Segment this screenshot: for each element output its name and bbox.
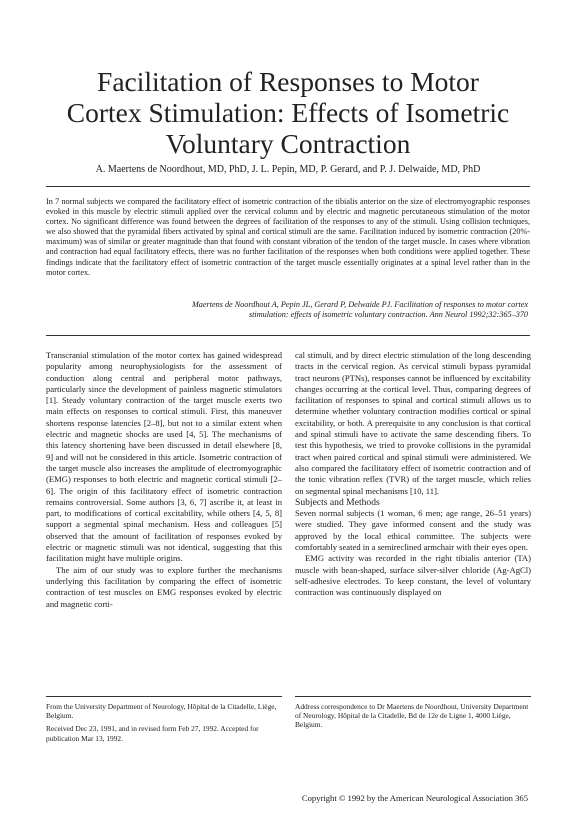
section-heading: Subjects and Methods	[295, 496, 380, 508]
footnote-rule-left	[46, 696, 282, 697]
citation-line: Maertens de Noordhout A, Pepin JL, Gerard P, Delwaide PJ. Facilitation of responses to motor cortex	[191, 300, 528, 309]
article-title	[40, 66, 536, 159]
author-list: A. Maertens de Noordhout, MD, PhD, J. L. Pepin, MD, P. Gerard, and P. J. Delwaide, MD, PhD	[95, 164, 481, 175]
footnote-rule-right	[295, 696, 531, 697]
body-paragraph: Seven normal subjects (1 woman, 6 men; age range, 26–51 years) were studied. They gave informed consent and the study was approved by the local ethical committee. The subjects were comfortably seated in a semireclined armchair with their eyes open.	[295, 508, 531, 553]
citation-line: stimulation: effects of isometric voluntary contraction. Ann Neurol 1992;32:365–370	[248, 310, 528, 320]
title-line: Cortex Stimulation: Effects of Isometric	[66, 97, 510, 128]
received-note: Received Dec 23, 1991, and in revised form Feb 27, 1992. Accepted for publication Mar 13, 1992.	[46, 724, 259, 743]
left-column	[46, 350, 282, 610]
body-paragraph: EMG activity was recorded in the right tibialis anterior (TA) muscle with bean-shaped, surface silver-silver chloride (Ag-AgCl) self-adhesive electrodes. To keep constant, the level of voluntary contraction was continuously displayed on	[295, 553, 531, 598]
title-line: Facilitation of Responses to Motor	[97, 66, 479, 97]
body-paragraph: Transcranial stimulation of the motor cortex has gained widespread popularity among neurophysiologists for the assessment of conduction along central and peripheral motor pathways, particularly since the development of painless magnetic stimulators [1]. Steady voluntary contraction of the target muscle exerts two main effects on responses to cortical stimuli. First, this maneuver shortens response latencies [2–8], but not to a similar extent when electric and magnetic shocks are used [4, 5]. The mechanisms of this latency shortening have been discussed in detail elsewhere [8, 9] and will not be considered in this article. Isometric contraction of the target muscle also increases the amplitude of electromyographic (EMG) responses to both electric and magnetic cortical stimuli [2–6]. The origin of this facilitatory effect of isometric contraction remains controversial. Some authors [3, 6, 7] ascribe it, at least in part, to modifications of cortical excitability, while others [4, 5, 8] support a segmental spinal mechanism. Hess and colleagues [5] observed that the amount of facilitation of responses evoked by electric or magnetic stimuli was not identical, suggesting that this facilitation might have multiple origins.	[46, 350, 282, 564]
right-column	[295, 350, 531, 599]
citation	[88, 300, 528, 320]
abstract-top-rule	[46, 186, 530, 187]
affiliation-note: From the University Department of Neurology, Hôpital de la Citadelle, Liège, Belgium.	[46, 702, 277, 721]
footnote-left	[46, 702, 282, 747]
title-line: Voluntary Contraction	[165, 128, 411, 159]
correspondence-note: Address correspondence to Dr Maertens de Noordhout, University Department of Neurology, Hôpital de la Citadelle, Bd de 12e de Ligne 1, 4000 Liège, Belgium.	[295, 702, 529, 730]
body-paragraph: The aim of our study was to explore further the mechanisms underlying this facilitation by comparing the effect of isometric contraction of test muscles on EMG responses evoked by electric and magnetic corti-	[46, 564, 282, 609]
abstract-bottom-rule	[46, 335, 530, 336]
abstract: In 7 normal subjects we compared the facilitatory effect of isometric contraction of the tibialis anterior on the size of electromyographic responses evoked in this muscle by electric stimuli applied over the cervical column and by electric and magnetic percutaneous stimulation of the motor cortex. No significant difference was found between the degrees of facilitation of the responses to any of the stimuli. Using collision techniques, we also showed that the pyramidal fibers activated by spinal and cortical stimuli are the same. Facilitation induced by isometric contraction (20%-maximum) was of similar or greater magnitude than that found with constant vibration of the tendon of the target muscle. In cases where vibration and contraction had equal facilitatory effects, there was no further facilitation of the responses when both conditions were applied together. These findings indicate that the facilitatory effect of isometric contraction of the target muscle essentially originates at a spinal level rather than in the motor cortex.	[46, 197, 530, 277]
footnote-right	[295, 702, 531, 734]
copyright-line: Copyright © 1992 by the American Neurological Association 365	[301, 793, 528, 803]
body-paragraph: cal stimuli, and by direct electric stimulation of the long descending tracts in the cervical region. As cervical stimuli bypass pyramidal tract neurons (PTNs), responses cannot be influenced by excitability changes occurring at the cortical level. Thus, comparing degrees of facilitation of responses to spinal and cortical stimuli allows us to determine whether voluntary contraction modifies cortical or spinal excitability, or both. A prerequisite to any conclusion is that cortical and spinal stimuli have to activate the same descending fibers. To test this hypothesis, we tried to provoke collisions in the pyramidal tract when paired cortical and spinal stimuli were administered. We also compared the facilitatory effect of isometric contraction and of the tonic vibration reflex (TVR) of the target muscle, which relies on segmental spinal mechanisms [10, 11].	[295, 350, 531, 496]
